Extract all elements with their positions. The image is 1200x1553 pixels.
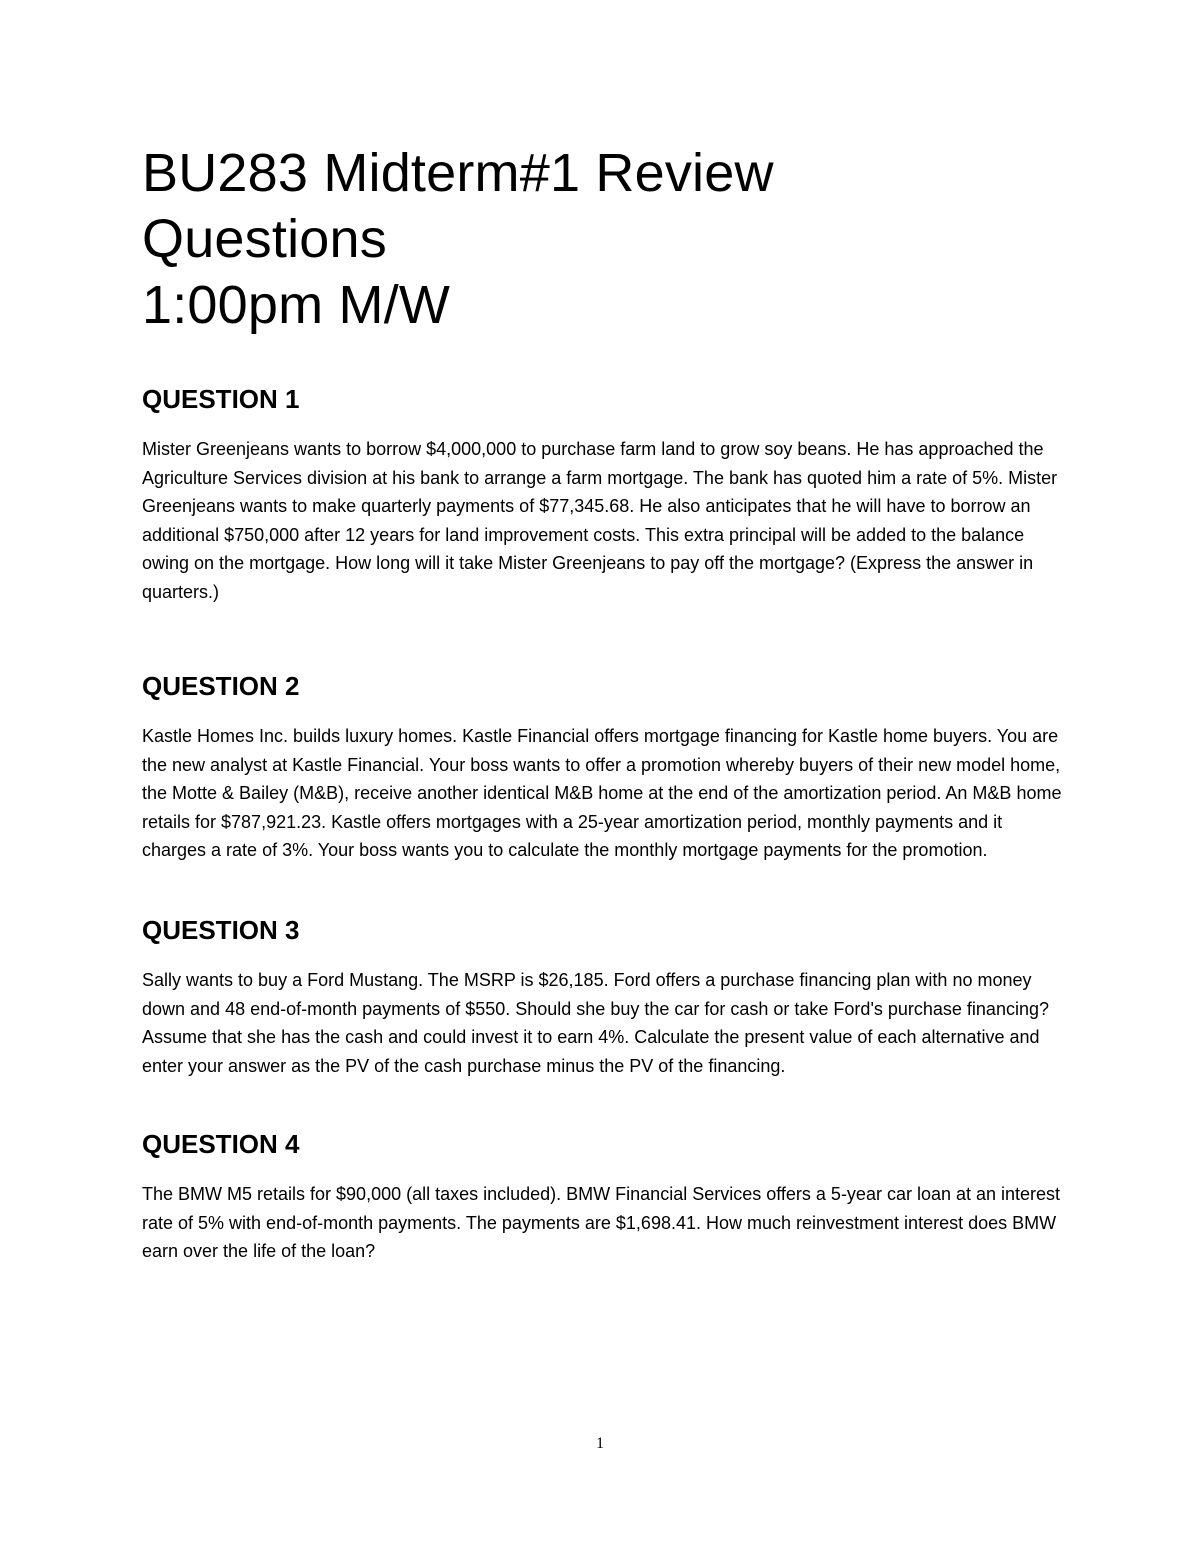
title-line-2: Questions [142,209,387,269]
title-line-1: BU283 Midterm#1 Review [142,143,774,203]
question-4-text: The BMW M5 retails for $90,000 (all taxes included). BMW Financial Services offers a 5-year car loan at an interest rate of 5% with end-of-month payments. The payments are $1,698.41. How much reinvestment interest does BMW earn over the life of the loan? [142,1184,1061,1262]
question-2-heading: QUESTION 2 [142,671,300,701]
question-1-text: Mister Greenjeans wants to borrow $4,000,000 to purchase farm land to grow soy beans. He has approached the Agriculture Services division at his bank to arrange a farm mortgage. The bank has quoted him a rate of 5%. Mister Greenjeans wants to make quarterly payments of $77,345.68. He also anticipates that he will have to borrow an additional $750,000 after 12 years for land improvement costs. This extra principal will be added to the balance owing on the mortgage. How long will it take Mister Greenjeans to pay off the mortgage? (Express the answer in quarters.) [142,439,1058,602]
title-line-3: 1:00pm M/W [142,275,451,335]
question-3-text: Sally wants to buy a Ford Mustang. The MSRP is $26,185. Ford offers a purchase financing plan with no money down and 48 end-of-month payments of $550. Should she buy the car for cash or take Ford's purchase financing? Assume that she has the cash and could invest it to earn 4%. Calculate the present value of each alternative and enter your answer as the PV of the cash purchase minus the PV of the financing. [142,970,1049,1076]
question-2-text: Kastle Homes Inc. builds luxury homes. Kastle Financial offers mortgage financing for Kastle home buyers. You are the new analyst at Kastle Financial. Your boss wants to offer a promotion whereby buyers of their new model home, the Motte & Bailey (M&B), receive another identical M&B home at the end of the amortization period. An M&B home retails for $787,921.23. Kastle offers mortgages with a 25-year amortization period, monthly payments and it charges a rate of 3%. Your boss wants you to calculate the monthly mortgage payments for the promotion. [142,726,1062,861]
document-title [142,140,1102,338]
question-4-heading: QUESTION 4 [142,1129,300,1159]
question-1-heading: QUESTION 1 [142,384,300,414]
question-3-heading: QUESTION 3 [142,915,300,945]
page-number: 1 [596,1435,604,1452]
